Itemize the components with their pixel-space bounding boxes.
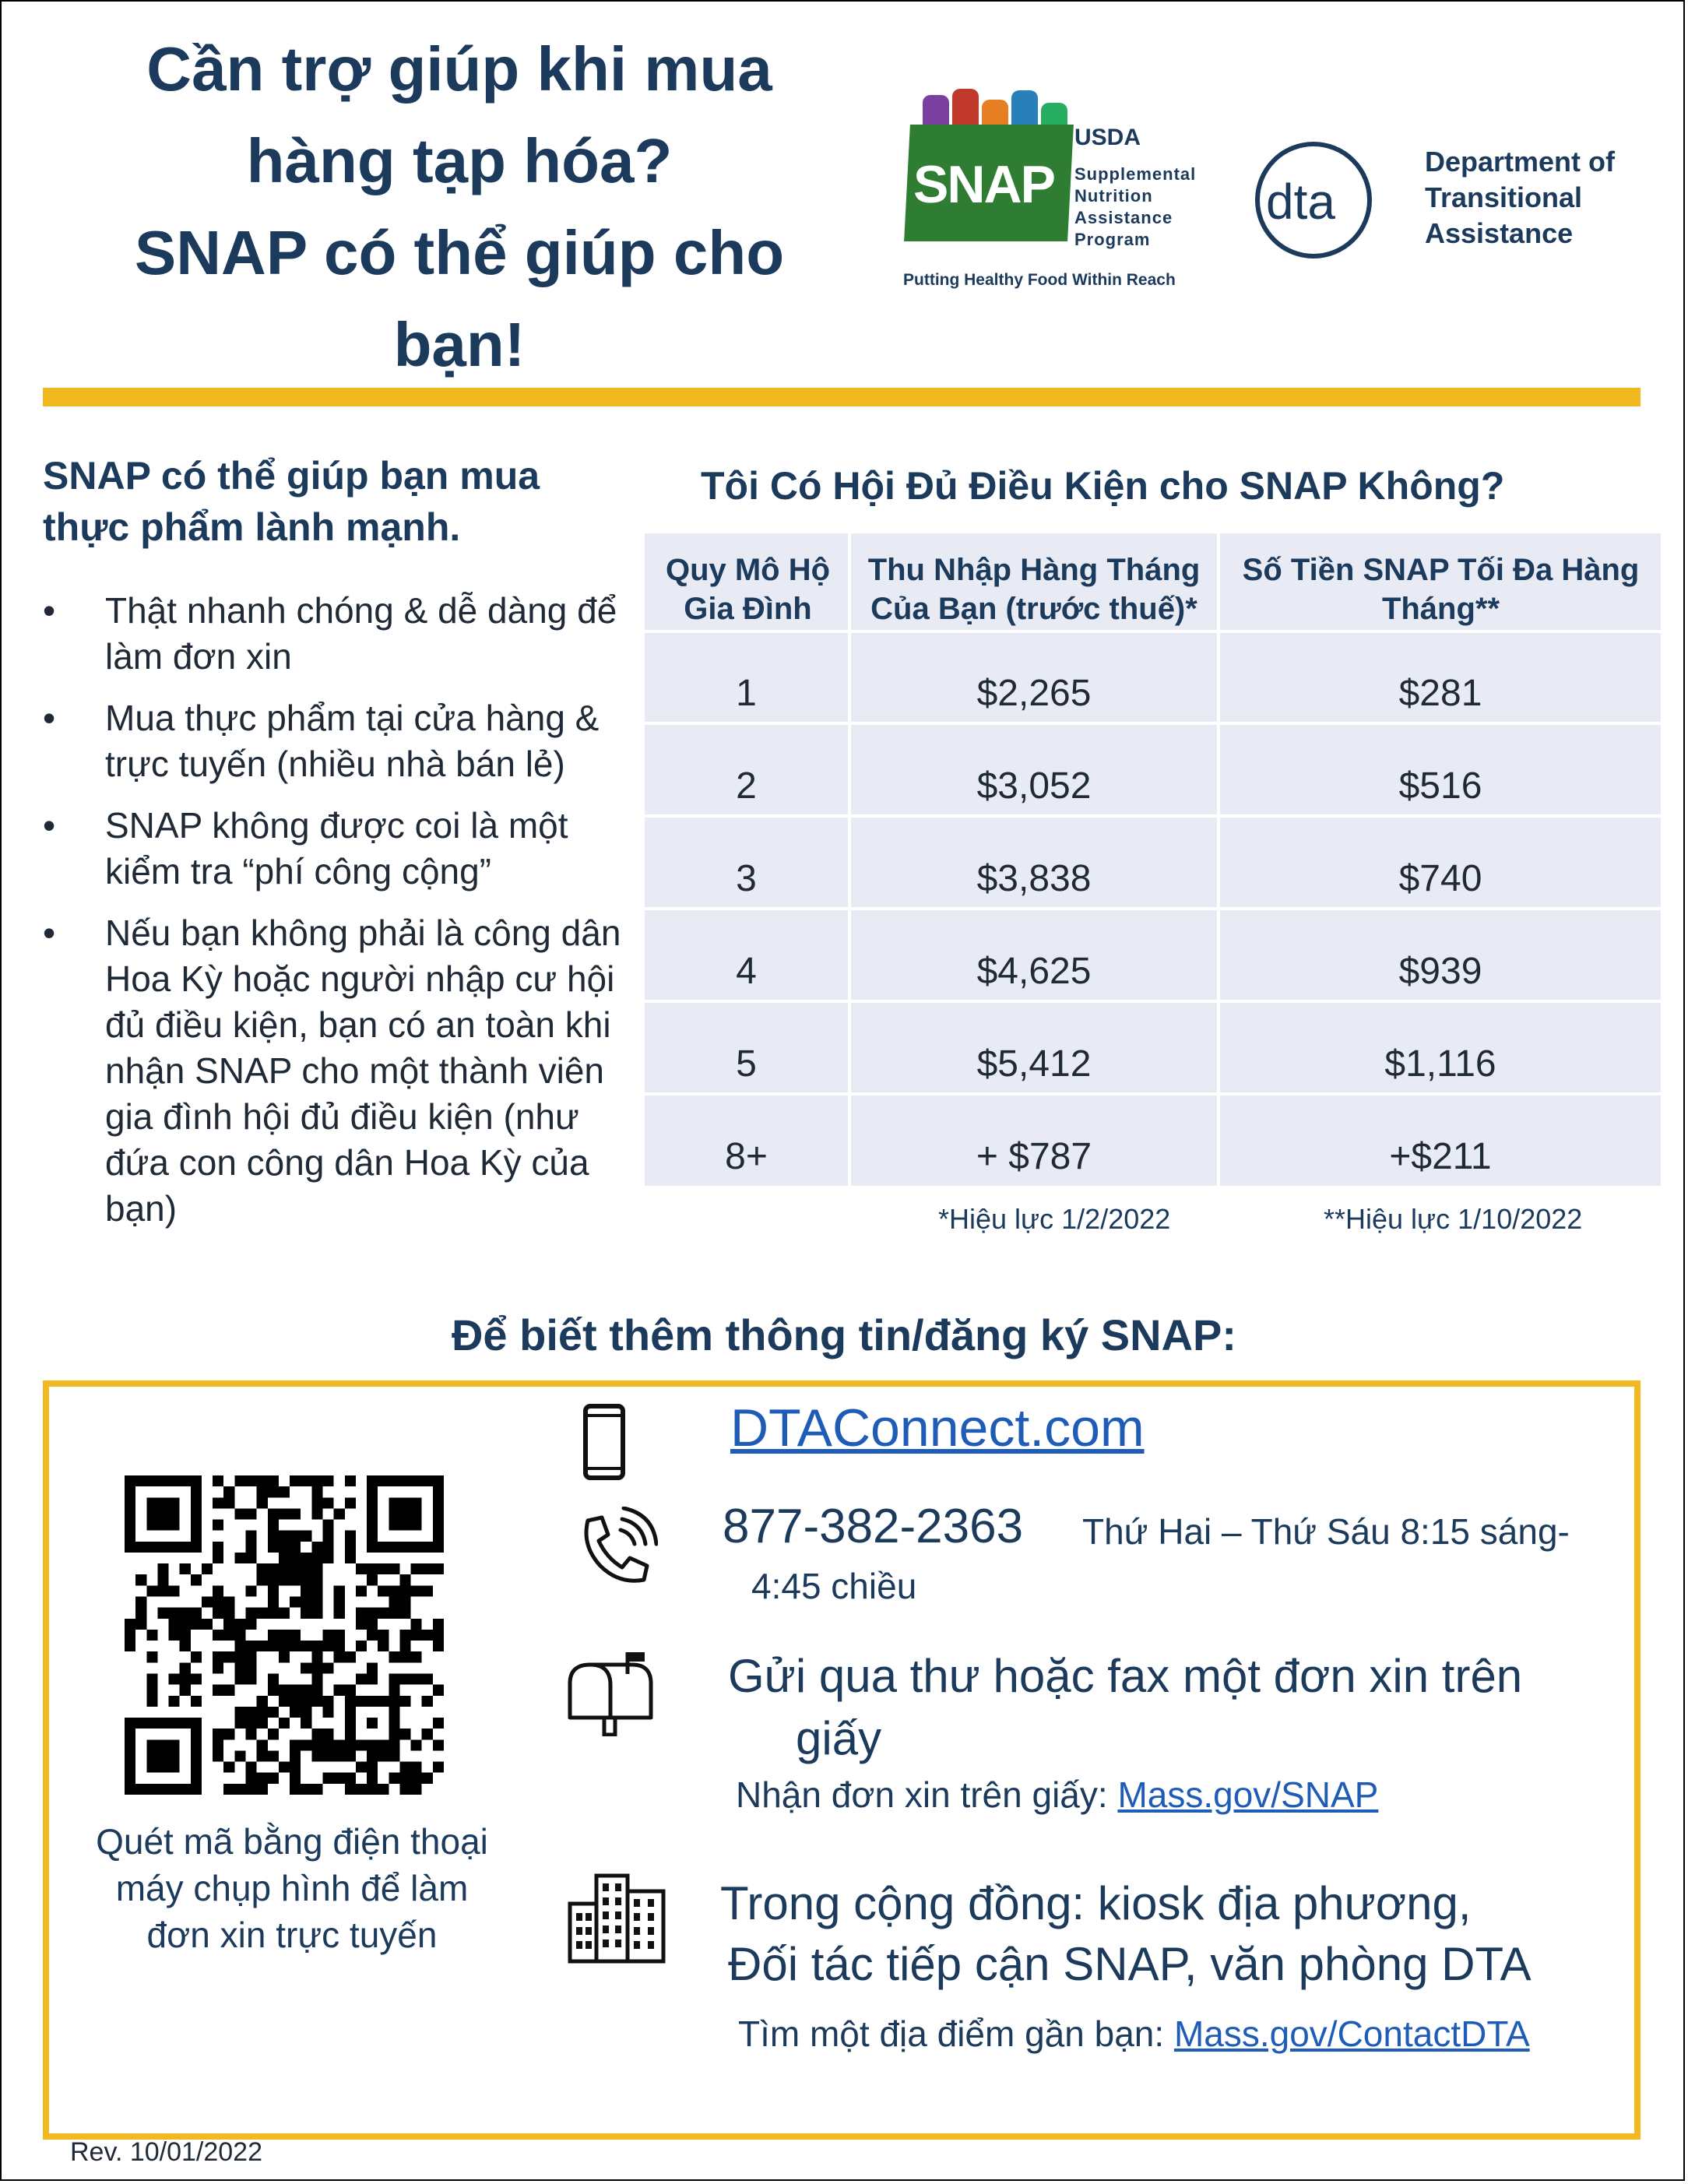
- table-cell: $939: [1398, 951, 1482, 992]
- table-cell: $3,052: [976, 765, 1092, 807]
- buildings-icon: [567, 1873, 666, 1964]
- table-cell: $3,838: [976, 858, 1092, 899]
- phone-number[interactable]: 877-382-2363: [723, 1500, 1024, 1553]
- title-line: bạn!: [393, 310, 526, 379]
- table-cell: $1,116: [1384, 1043, 1496, 1085]
- community-text-cont: Đối tác tiếp cận SNAP, văn phòng DTA: [728, 1938, 1532, 1990]
- revision-date: Rev. 10/01/2022: [70, 2137, 262, 2167]
- phone-call-icon: [572, 1507, 658, 1592]
- divider-bar: [43, 388, 1641, 406]
- column-header-household-size: Quy Mô Hộ Gia Đình: [665, 553, 831, 626]
- dta-department-name: Department of Transitional Assistance: [1425, 146, 1616, 249]
- list-item: • SNAP không được coi là một kiểm tra “phí công cộng”: [43, 803, 642, 895]
- column-header-monthly-income: Thu Nhập Hàng Tháng Của Bạn (trước thuế)*: [867, 553, 1201, 626]
- list-item: • Mua thực phẩm tại cửa hàng & trực tuyến (nhiều nhà bán lẻ): [43, 695, 642, 787]
- mail-fax-text-cont: giấy: [796, 1712, 882, 1764]
- table-cell: $4,625: [976, 951, 1092, 992]
- table-cell: 4: [736, 951, 757, 992]
- table-cell: 8+: [725, 1136, 768, 1177]
- snap-program-name: Supplemental Nutrition Assistance Program: [1074, 164, 1197, 249]
- eligibility-table-title: Tôi Có Hội Đủ Điều Kiện cho SNAP Không?: [701, 464, 1505, 508]
- mail-fax-text: Gửi qua thư hoặc fax một đơn xin trên: [728, 1650, 1523, 1702]
- community-text: Trong cộng đồng: kiosk địa phương,: [720, 1877, 1472, 1929]
- phone-hours: Thứ Hai – Thứ Sáu 8:15 sáng-: [1082, 1511, 1570, 1552]
- table-cell: 2: [736, 765, 757, 807]
- table-cell: $740: [1398, 858, 1482, 899]
- title-line: Cần trợ giúp khi mua: [146, 34, 772, 104]
- snap-tagline: Putting Healthy Food Within Reach: [903, 271, 1176, 289]
- dtaconnect-link[interactable]: DTAConnect.com: [730, 1398, 1145, 1458]
- table-cell: $5,412: [976, 1043, 1092, 1085]
- lead-heading: SNAP có thể giúp bạn mua thực phẩm lành mạnh.: [43, 454, 540, 549]
- table-cell: 3: [736, 858, 757, 899]
- list-item: • Nếu bạn không phải là công dân Hoa Kỳ hoặc người nhập cư hội đủ điều kiện, bạn có an toàn khi nhận SNAP cho một thành viên gia đình hội đủ điều kiện (như đứa con công dân Hoa Kỳ của bạn): [43, 910, 642, 1232]
- list-item: • Thật nhanh chóng & dễ dàng để làm đơn xin: [43, 588, 642, 680]
- table-cell: 1: [736, 673, 757, 714]
- table-cell: $2,265: [976, 673, 1092, 714]
- phone-hours-cont: 4:45 chiều: [751, 1566, 917, 1606]
- table-cell: + $787: [976, 1136, 1092, 1177]
- title-line: hàng tạp hóa?: [246, 126, 673, 195]
- mass-gov-snap-link[interactable]: Mass.gov/SNAP: [1117, 1774, 1379, 1815]
- dta-logo-mark: dta: [1266, 174, 1335, 230]
- table-cell: +$211: [1389, 1136, 1492, 1177]
- snap-amount-footnote: **Hiệu lực 1/10/2022: [1324, 1203, 1583, 1235]
- qr-code[interactable]: [125, 1475, 444, 1795]
- benefits-list: [43, 588, 642, 1247]
- eligibility-table: [645, 533, 1661, 1186]
- mobile-phone-icon: [582, 1403, 626, 1481]
- qr-caption: Quét mã bằng điện thoại máy chụp hình để làm đơn xin trực tuyến: [96, 1821, 488, 1955]
- snap-logo: [899, 86, 1219, 304]
- more-info-heading: Để biết thêm thông tin/đăng ký SNAP:: [451, 1310, 1237, 1359]
- title-line: SNAP có thể giúp cho: [134, 218, 785, 287]
- column-header-max-snap: Số Tiền SNAP Tối Đa Hàng Tháng**: [1242, 553, 1640, 626]
- table-cell: $281: [1398, 673, 1482, 714]
- income-footnote: *Hiệu lực 1/2/2022: [938, 1203, 1171, 1235]
- mailbox-icon: [567, 1651, 654, 1736]
- snap-logo-word: SNAP: [913, 155, 1054, 214]
- find-location-line: Tìm một địa điểm gần bạn: Mass.gov/ContactDTA: [738, 2013, 1530, 2054]
- page-title: [62, 23, 856, 391]
- table-cell: 5: [736, 1043, 757, 1085]
- mass-gov-contactdta-link[interactable]: Mass.gov/ContactDTA: [1173, 2013, 1530, 2054]
- table-cell: $516: [1398, 765, 1482, 807]
- usda-label: USDA: [1074, 125, 1141, 150]
- paper-application-line: Nhận đơn xin trên giấy: Mass.gov/SNAP: [736, 1774, 1379, 1815]
